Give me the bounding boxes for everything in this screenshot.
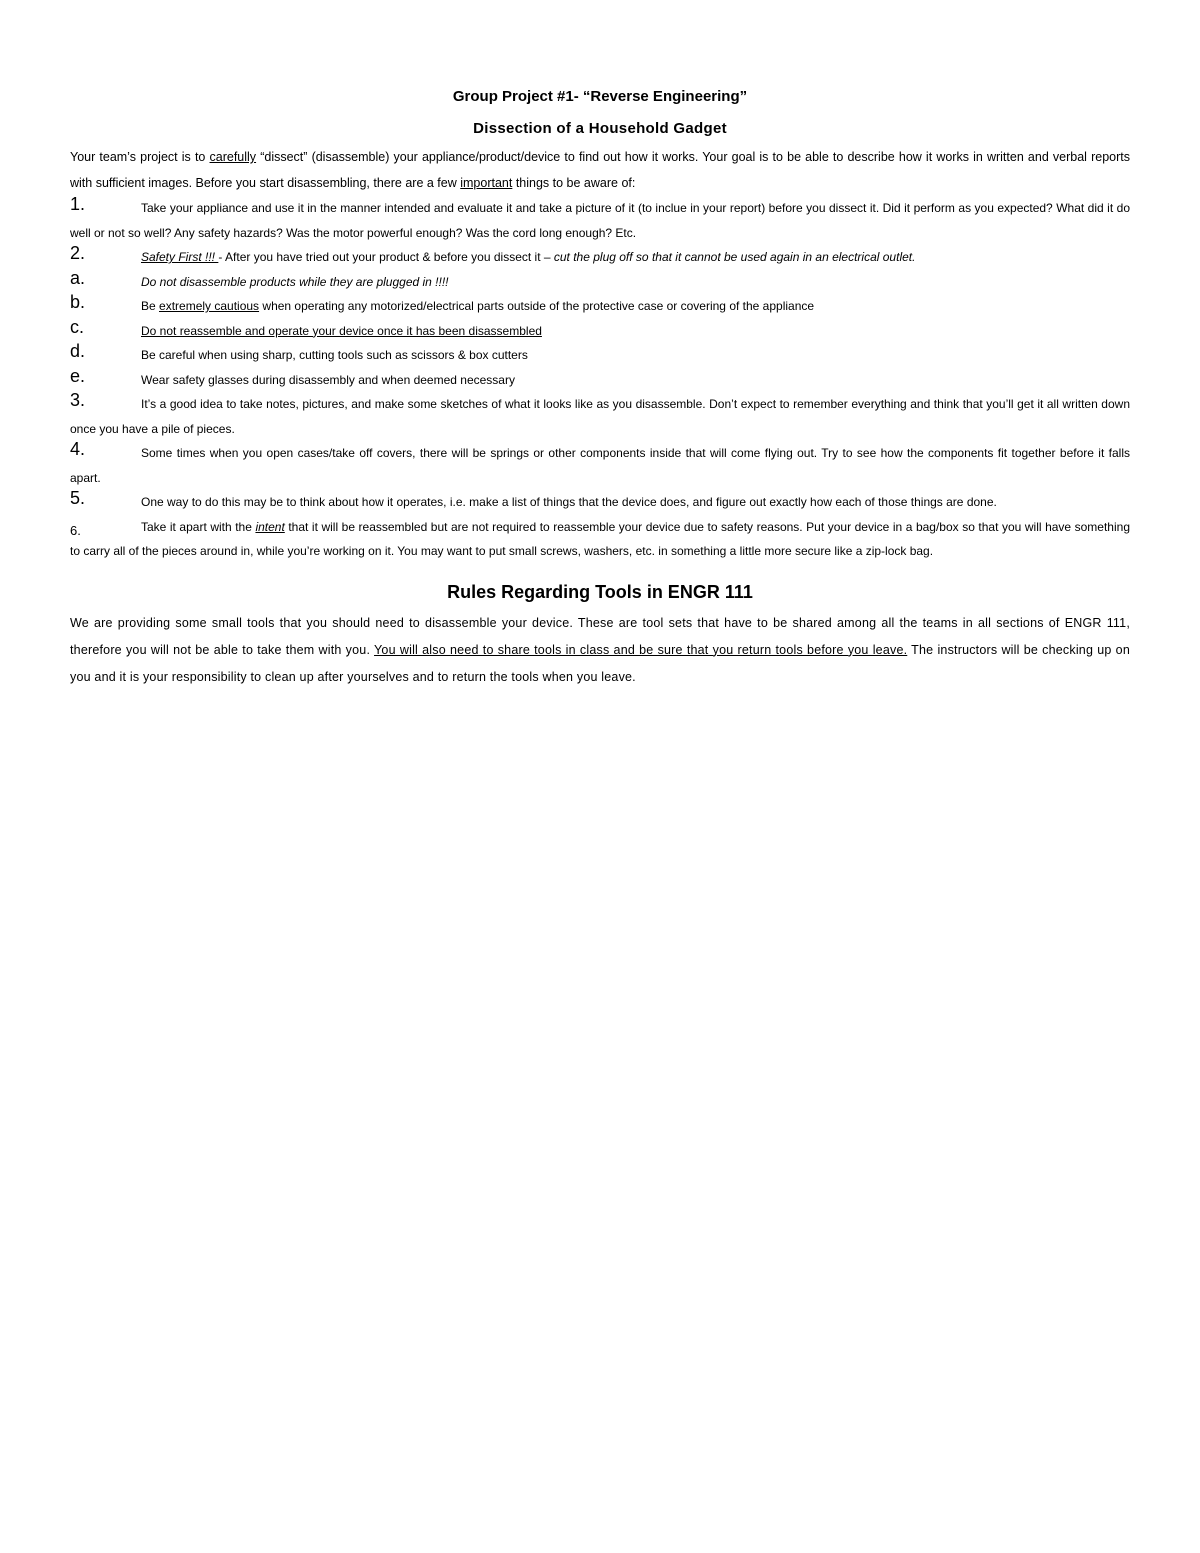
item-text: One way to do this may be to think about how it operates, i.e. make a list of things that the device does, and figure out exactly how each of those things are done. [141, 495, 997, 509]
list-item-c [70, 316, 1130, 344]
item-number: 3. [70, 390, 86, 410]
item-text: Be careful when using sharp, cutting tools such as scissors & box cutters [141, 348, 528, 362]
rules-share-tools: You will also need to share tools in class and be sure that you return tools before you leave. [374, 642, 908, 657]
item-text: Take it apart with the [141, 519, 256, 534]
item-text: - After you have tried out your product & before you dissect it – [218, 250, 554, 264]
intro-text-1: Your team’s project is to [70, 150, 210, 164]
list-item-5 [70, 490, 1130, 515]
item-text: Some times when you open cases/take off covers, there will be springs or other components inside that will come flying out. Try to see how the components fit together before it falls apart. [70, 446, 1130, 485]
item-number: b. [70, 292, 86, 312]
list-item-a [70, 267, 1130, 295]
item-text: Do not disassemble products while they are plugged in !!!! [141, 274, 449, 289]
item-number: 1. [70, 194, 86, 214]
list-item-3 [70, 392, 1130, 441]
rules-heading: Rules Regarding Tools in ENGR 111 [447, 581, 753, 602]
intro-paragraph [70, 144, 1130, 196]
document-page [70, 80, 1130, 691]
intent-text: intent [255, 519, 285, 534]
item-number: a. [70, 267, 86, 288]
item-number: d. [70, 341, 86, 361]
rules-text-3: The instructors will be checking up on you and it is your responsibility to clean up after yourselves and to return the tools when you leave. [70, 642, 1130, 684]
item-number: 5. [70, 488, 86, 508]
rules-text-1: We are providing some small tools that you should need to disassemble your device. These are tool sets that have to be shared among all the teams in all sections of ENGR 111, therefore you will not be able to take them with you. [70, 615, 1130, 657]
list-item-6 [70, 515, 1130, 564]
item-text: when operating any motorized/electrical parts outside of the protective case or covering of the appliance [259, 299, 815, 313]
item-number: 6. [70, 522, 81, 538]
document-title: Group Project #1- “Reverse Engineering” [452, 88, 748, 105]
item-text: that it will be reassembled but are not required to reassemble your device due to safety reasons. Put your device in a bag/box so that you will have something to carry all of the pieces around in, while you’re working on it. You may want to put small screws, washers, etc. in something a little more secure like a zip-lock bag. [70, 519, 1130, 558]
item-text: It’s a good idea to take notes, pictures, and make some sketches of what it looks like as you disassemble. Don’t expect to remember everything and think that you’ll get it all written down once you have a pile of pieces. [70, 397, 1130, 436]
intro-text-5: things to be aware of: [512, 176, 636, 190]
item-text: Wear safety glasses during disassembly and when deemed necessary [141, 372, 515, 387]
list-item-e [70, 365, 1130, 393]
intro-text-3: “dissect” (disassemble) your appliance/product/device to find out how it works. Your goal is to be able to describe how it works in written and verbal reports with sufficient images. Before you start disassembling, there are a few [70, 150, 1130, 190]
list-item-2 [70, 245, 1130, 270]
list-item-1 [70, 196, 1130, 245]
item-text: Do not reassemble and operate your device once it has been disassembled [141, 323, 542, 338]
item-number: 2. [70, 243, 86, 263]
list-item-b [70, 294, 1130, 319]
item-number: c. [70, 316, 85, 337]
intro-important: important [460, 176, 513, 190]
list-item-d [70, 343, 1130, 368]
item-number: 4. [70, 439, 86, 459]
intro-carefully: carefully [209, 150, 257, 164]
document-subtitle: Dissection of a Household Gadget [473, 120, 727, 137]
list-item-4 [70, 441, 1130, 490]
cut-plug-text: cut the plug off so that it cannot be used again in an electrical outlet. [553, 250, 916, 264]
item-text: Be [141, 299, 160, 313]
extremely-cautious-text: extremely cautious [159, 299, 260, 313]
item-text: Take your appliance and use it in the manner intended and evaluate it and take a picture of it (to inclue in your report) before you dissect it. Did it perform as you expected? What did it do well or not so well? Any safety hazards? Was the motor powerful enough? Was the cord long enough? Etc. [70, 201, 1130, 240]
item-number: e. [70, 365, 86, 386]
rules-paragraph [70, 610, 1130, 691]
safety-first-text: Safety First !!! [141, 250, 219, 264]
